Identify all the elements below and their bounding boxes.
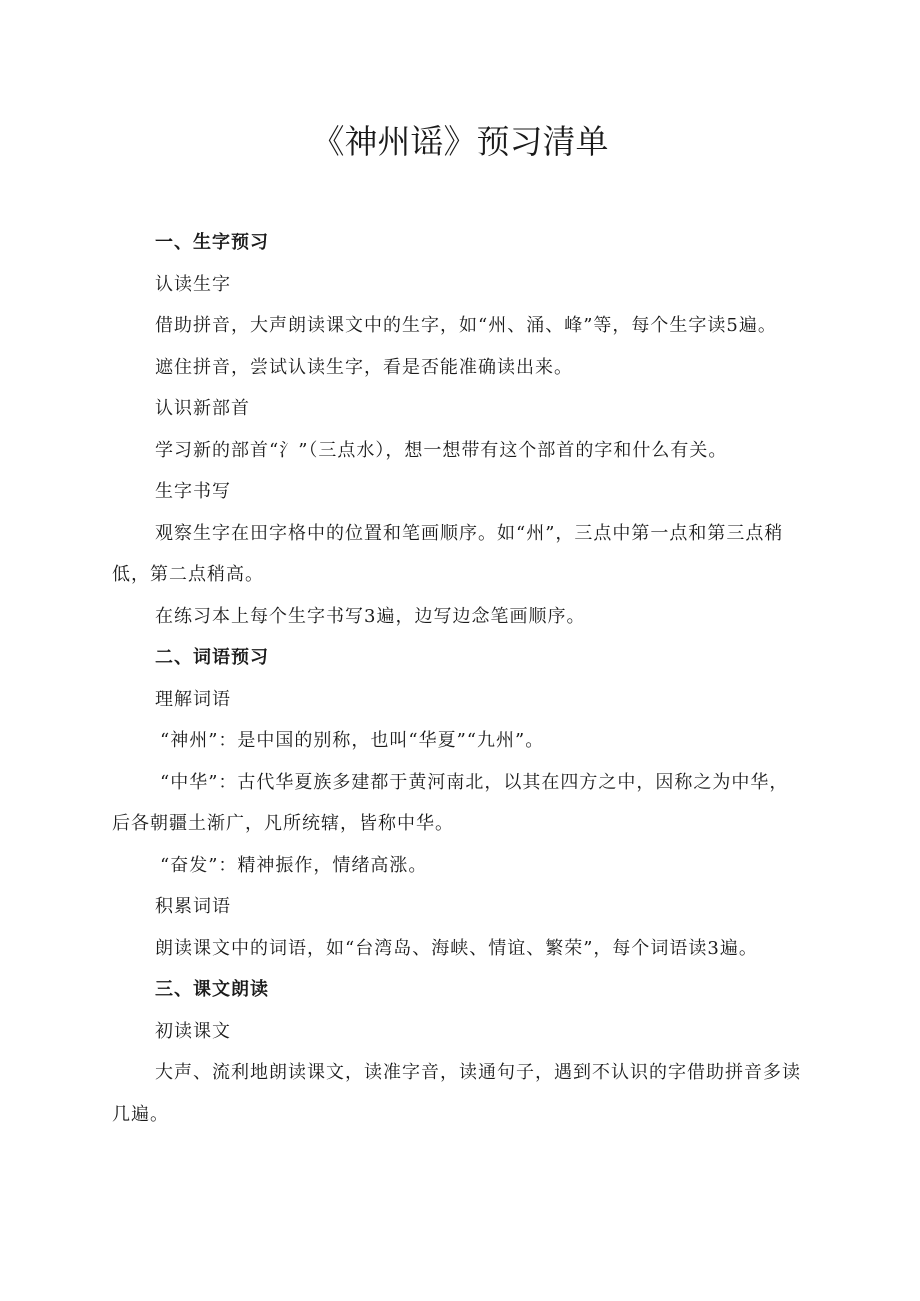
subsection-label: 初读课文 bbox=[155, 1020, 231, 1042]
subsection-label: 生字书写 bbox=[155, 481, 231, 502]
subsection-label: 认识新部首 bbox=[155, 398, 250, 419]
paragraph: 大声、流利地朗读课文，读准字音，读通句子，遇到不认识的字借助拼音多读几遍。 bbox=[112, 1062, 801, 1125]
paragraph: 学习新的部首“氵”（三点水），想一想带有这个部首的字和什么有关。 bbox=[155, 439, 728, 461]
paragraph: 朗读课文中的词语，如“台湾岛、海峡、情谊、繁荣”，每个词语读3遍。 bbox=[155, 937, 758, 959]
subsection-label: 积累词语 bbox=[155, 896, 231, 917]
section-heading: 三、课文朗读 bbox=[155, 979, 269, 1000]
paragraph: 借助拼音，大声朗读课文中的生字，如“州、涌、峰”等，每个生字读5遍。 bbox=[155, 315, 777, 336]
paragraph: 观察生字在田字格中的位置和笔画顺序。如“州”，三点中第一点和第三点稍低，第二点稍高。 bbox=[112, 522, 784, 585]
document-body bbox=[112, 222, 812, 1135]
paragraph: 遮住拼音，尝试认读生字，看是否能准确读出来。 bbox=[155, 356, 573, 378]
paragraph: “中华”：古代华夏族多建都于黄河南北，以其在四方之中，因称之为中华，后各朝疆土渐广，凡所统辖，皆称中华。 bbox=[112, 771, 789, 834]
paragraph: “奋发”：精神振作，情绪高涨。 bbox=[160, 854, 428, 876]
subsection-label: 认读生字 bbox=[155, 273, 231, 295]
section-heading: 一、生字预习 bbox=[155, 232, 269, 253]
section-heading: 二、词语预习 bbox=[155, 647, 269, 668]
paragraph: “神州”：是中国的别称，也叫“华夏”“九州”。 bbox=[160, 730, 545, 751]
paragraph: 在练习本上每个生字书写3遍，边写边念笔画顺序。 bbox=[155, 605, 586, 627]
subsection-label: 理解词语 bbox=[155, 688, 231, 710]
page-title: 《神州谣》预习清单 bbox=[311, 122, 609, 161]
